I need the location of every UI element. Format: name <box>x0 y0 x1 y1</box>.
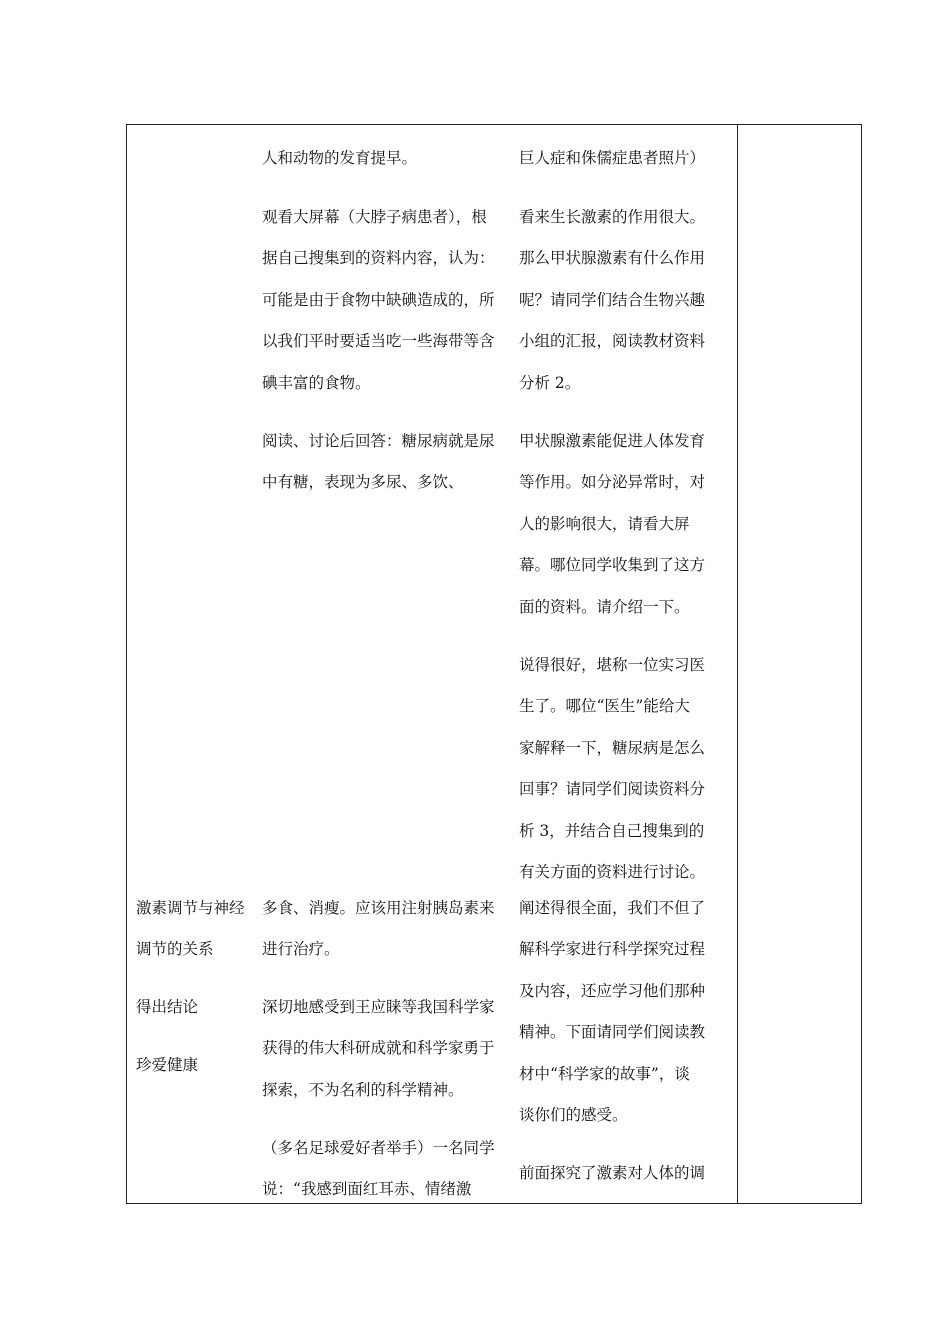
teacher-line: 说得很好，堪称一位实习医 <box>519 656 706 674</box>
teacher-line: 巨人症和侏儒症患者照片） <box>519 149 706 167</box>
student-line: 人和动物的发育提早。 <box>262 149 418 167</box>
student-line: 获得的伟大科研成就和科学家勇于 <box>262 1039 495 1057</box>
topic-line: 激素调节与神经 <box>136 899 245 917</box>
teacher-line: 谈你们的感受。 <box>519 1106 628 1124</box>
teacher-line: 前面探究了激素对人体的调 <box>519 1164 706 1182</box>
student-line: 阅读、讨论后回答：糖尿病就是尿 <box>262 432 495 450</box>
teacher-line: 分析 2。 <box>519 374 581 392</box>
teacher-line: 面的资料。请介绍一下。 <box>519 598 690 616</box>
student-line: 深切地感受到王应睐等我国科学家 <box>262 998 495 1016</box>
teacher-line: 析 3，并结合自己搜集到的 <box>519 822 705 840</box>
student-line: 可能是由于食物中缺碘造成的，所 <box>262 291 495 309</box>
teacher-line: 幕。哪位同学收集到了这方 <box>519 556 706 574</box>
column-divider <box>737 125 738 1203</box>
teacher-line: 生了。哪位“医生”能给大 <box>519 697 690 715</box>
topic-line: 珍爱健康 <box>136 1056 199 1074</box>
teacher-line: 阐述得很全面，我们不但了 <box>519 899 706 917</box>
teacher-line: 及内容，还应学习他们那种 <box>519 982 706 1000</box>
student-line: 观看大屏幕（大脖子病患者），根 <box>262 208 487 226</box>
teacher-line: 解科学家进行科学探究过程 <box>519 940 706 958</box>
teacher-line: 呢？请同学们结合生物兴趣 <box>519 291 706 309</box>
student-line: 碘丰富的食物。 <box>262 374 371 392</box>
topic-line: 调节的关系 <box>136 940 214 958</box>
teacher-line: 那么甲状腺激素有什么作用 <box>519 249 706 267</box>
student-line: 中有糖，表现为多尿、多饮、 <box>262 473 464 491</box>
teacher-line: 等作用。如分泌异常时，对 <box>519 473 706 491</box>
teacher-line: 回事？请同学们阅读资料分 <box>519 780 706 798</box>
student-line: （多名足球爱好者举手）一名同学 <box>262 1139 495 1157</box>
student-line: 多食、消瘦。应该用注射胰岛素来 <box>262 899 495 917</box>
teacher-line: 材中“科学家的故事”，谈 <box>519 1065 690 1083</box>
teacher-line: 小组的汇报，阅读教材资料 <box>519 332 706 350</box>
topic-line: 得出结论 <box>136 998 199 1016</box>
teacher-line: 看来生长激素的作用很大。 <box>519 208 706 226</box>
teacher-line: 甲状腺激素能促进人体发育 <box>519 432 706 450</box>
student-line: 据自己搜集到的资料内容，认为： <box>262 249 495 267</box>
teacher-line: 家解释一下，糖尿病是怎么 <box>519 739 706 757</box>
teacher-line: 人的影响很大，请看大屏 <box>519 515 690 533</box>
student-line: 探索，不为名利的科学精神。 <box>262 1081 464 1099</box>
student-line: 以我们平时要适当吃一些海带等含 <box>262 332 495 350</box>
teacher-line: 有关方面的资料进行讨论。 <box>519 863 706 881</box>
student-line: 说：“我感到面红耳赤、情绪激 <box>262 1180 472 1198</box>
teacher-line: 精神。下面请同学们阅读教 <box>519 1023 706 1041</box>
student-line: 进行治疗。 <box>262 940 340 958</box>
